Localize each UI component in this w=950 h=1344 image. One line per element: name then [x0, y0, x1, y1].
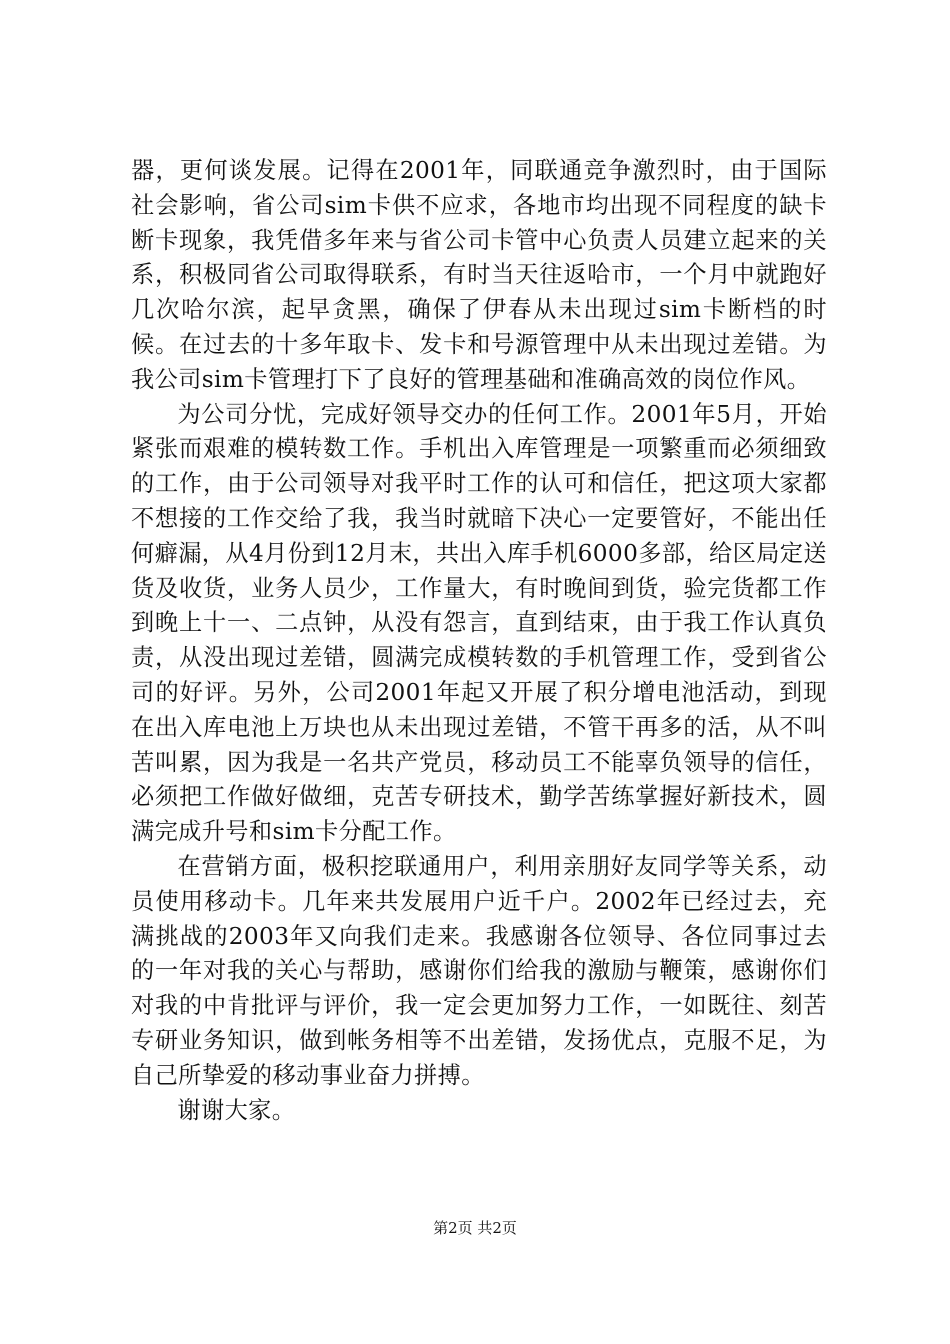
page-footer: 第2页 共2页 [433, 1219, 517, 1237]
paragraph-marketing: 在营销方面，极积挖联通用户，利用亲朋好友同学等关系，动员使用移动卡。几年来共发展用户近千户。2002年已经过去，充满挑战的2003年又向我们走来。我感谢各位领导、各位同事过去的一年对我的关心与帮助，感谢你们给我的激励与鞭策，感谢你们对我的中肯批评与评价，我一定会更加努力工作，一如既往、刻苦专研业务知识，做到帐务相等不出差错，发扬优点，克服不足，为自己所挚爱的移动事业奋力拼搏。 [131, 852, 827, 1089]
paragraph-closing: 谢谢大家。 [177, 1096, 296, 1124]
document-body [131, 154, 827, 1128]
paragraph-model-conversion: 为公司分忧，完成好领导交办的任何工作。2001年5月，开始紧张而艰难的模转数工作。手机出入库管理是一项繁重而必须细致的工作，由于公司领导对我平时工作的认可和信任，把这项大家都不想接的工作交给了我，我当时就暗下决心一定要管好，不能出任何癖漏，从4月份到12月末，共出入库手机6000多部，给区局定送货及收货，业务人员少，工作量大，有时晚间到货，验完货都工作到晚上十一、二点钟，从没有怨言，直到结束，由于我工作认真负责，从没出现过差错，圆满完成模转数的手机管理工作，受到省公司的好评。另外，公司2001年起又开展了积分增电池活动，到现在出入库电池上万块也从未出现过差错，不管干再多的活，从不叫苦叫累，因为我是一名共产党员，移动员工不能辜负领导的信任，必须把工作做好做细，克苦专研技术，勤学苦练掌握好新技术，圆满完成升号和sim卡分配工作。 [131, 400, 827, 846]
paragraph-continuation: 器，更何谈发展。记得在2001年，同联通竞争激烈时，由于国际社会影响，省公司sim卡供不应求，各地市均出现不同程度的缺卡断卡现象，我凭借多年来与省公司卡管中心负责人员建立起来的关系，积极同省公司取得联系，有时当天往返哈市，一个月中就跑好几次哈尔滨，起早贪黑，确保了伊春从未出现过sim卡断档的时候。在过去的十多年取卡、发卡和号源管理中从未出现过差错。为我公司sim卡管理打下了良好的管理基础和准确高效的岗位作风。 [131, 157, 827, 393]
